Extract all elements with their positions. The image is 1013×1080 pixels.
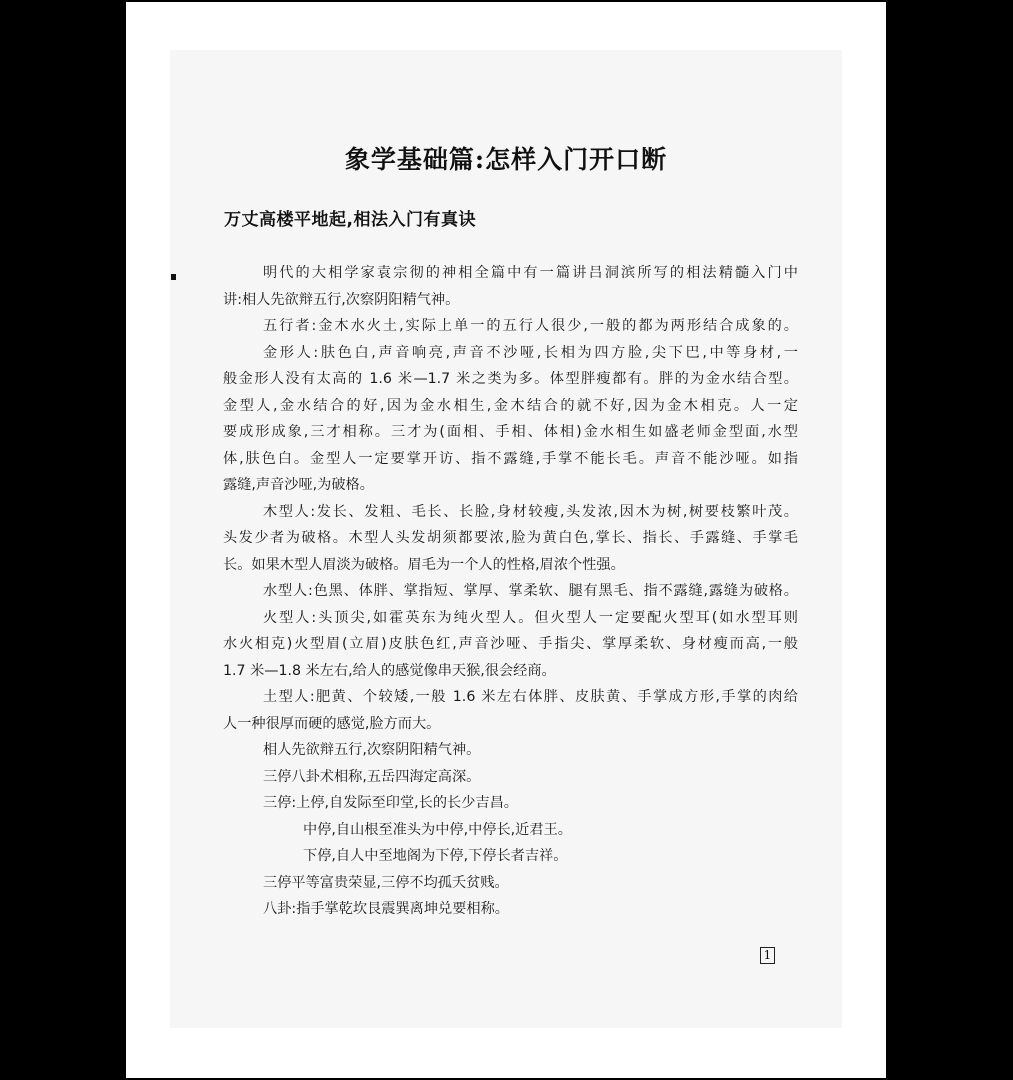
text-line: 相人先欲辩五行,次察阴阳精气神。 bbox=[263, 742, 481, 758]
body-text bbox=[223, 260, 798, 923]
text-line: 土型人:肥黄、个较矮,一般 1.6 米左右体胖、皮肤黄、手掌成方形,手掌的肉给 bbox=[263, 689, 798, 705]
page-title: 象学基础篇:怎样入门开口断 bbox=[344, 145, 668, 174]
text-line: 般金形人没有太高的 1.6 米—1.7 米之类为多。体型胖瘦都有。胖的为金水结合型。 bbox=[223, 371, 798, 387]
text-line: 水火相克)火型眉(立眉)皮肤色红,声音沙哑、手指尖、掌厚柔软、身材瘦而高,一般 bbox=[223, 636, 798, 652]
text-line: 金形人:肤色白,声音响亮,声音不沙哑,长相为四方脸,尖下巴,中等身材,一 bbox=[263, 344, 798, 361]
text-line: 三停八卦术相称,五岳四海定高深。 bbox=[263, 768, 481, 785]
text-line: 人一种很厚而硬的感觉,脸方而大。 bbox=[223, 715, 441, 732]
text-line: 水型人:色黑、体胖、掌指短、掌厚、掌柔软、腿有黑毛、指不露缝,露缝为破格。 bbox=[263, 583, 798, 599]
text-line: 八卦:指手掌乾坎艮震巽离坤兑要相称。 bbox=[263, 901, 509, 917]
text-line: 明代的大相学家袁宗彻的神相全篇中有一篇讲吕洞滨所写的相法精髓入门中 bbox=[263, 265, 798, 281]
text-line: 三停:上停,自发际至印堂,长的长少吉昌。 bbox=[263, 795, 518, 811]
text-line: 中停,自山根至准头为中停,中停长,近君王。 bbox=[303, 821, 572, 838]
text-line: 头发少者为破格。木型人头发胡须都要浓,脸为黄白色,掌长、指长、手露缝、手掌毛 bbox=[223, 530, 798, 546]
text-line: 火型人:头顶尖,如霍英东为纯火型人。但火型人一定要配火型耳(如水型耳则 bbox=[263, 609, 798, 626]
text-line: 露缝,声音沙哑,为破格。 bbox=[223, 477, 374, 493]
document-page bbox=[126, 2, 886, 1078]
text-line: 长。如果木型人眉淡为破格。眉毛为一个人的性格,眉浓个性强。 bbox=[223, 556, 625, 573]
text-line: 木型人:发长、发粗、毛长、长脸,身材较瘦,头发浓,因木为树,树要枝繁叶茂。 bbox=[263, 503, 798, 520]
text-line: 五行者:金木水火土,实际上单一的五行人很少,一般的都为两形结合成象的。 bbox=[263, 318, 798, 334]
text-line: 下停,自人中至地阁为下停,下停长者吉祥。 bbox=[303, 848, 568, 864]
text-line: 讲:相人先欲辩五行,次察阴阳精气神。 bbox=[223, 291, 460, 308]
margin-marker bbox=[171, 274, 176, 280]
text-line: 1.7 米—1.8 米左右,给人的感觉像串天猴,很会经商。 bbox=[223, 662, 556, 679]
text-line: 三停平等富贵荣显,三停不均孤夭贫贱。 bbox=[263, 874, 509, 891]
page-number: 1 bbox=[760, 947, 775, 964]
text-line: 金型人,金水结合的好,因为金水相生,金木结合的就不好,因为金木相克。人一定 bbox=[223, 397, 798, 414]
text-line: 体,肤色白。金型人一定要掌开访、指不露缝,手掌不能长毛。声音不能沙哑。如指 bbox=[223, 450, 798, 467]
section-heading: 万丈高楼平地起,相法入门有真诀 bbox=[224, 210, 476, 230]
text-line: 要成形成象,三才相称。三才为(面相、手相、体相)金水相生如盛老师金型面,水型 bbox=[223, 424, 798, 440]
